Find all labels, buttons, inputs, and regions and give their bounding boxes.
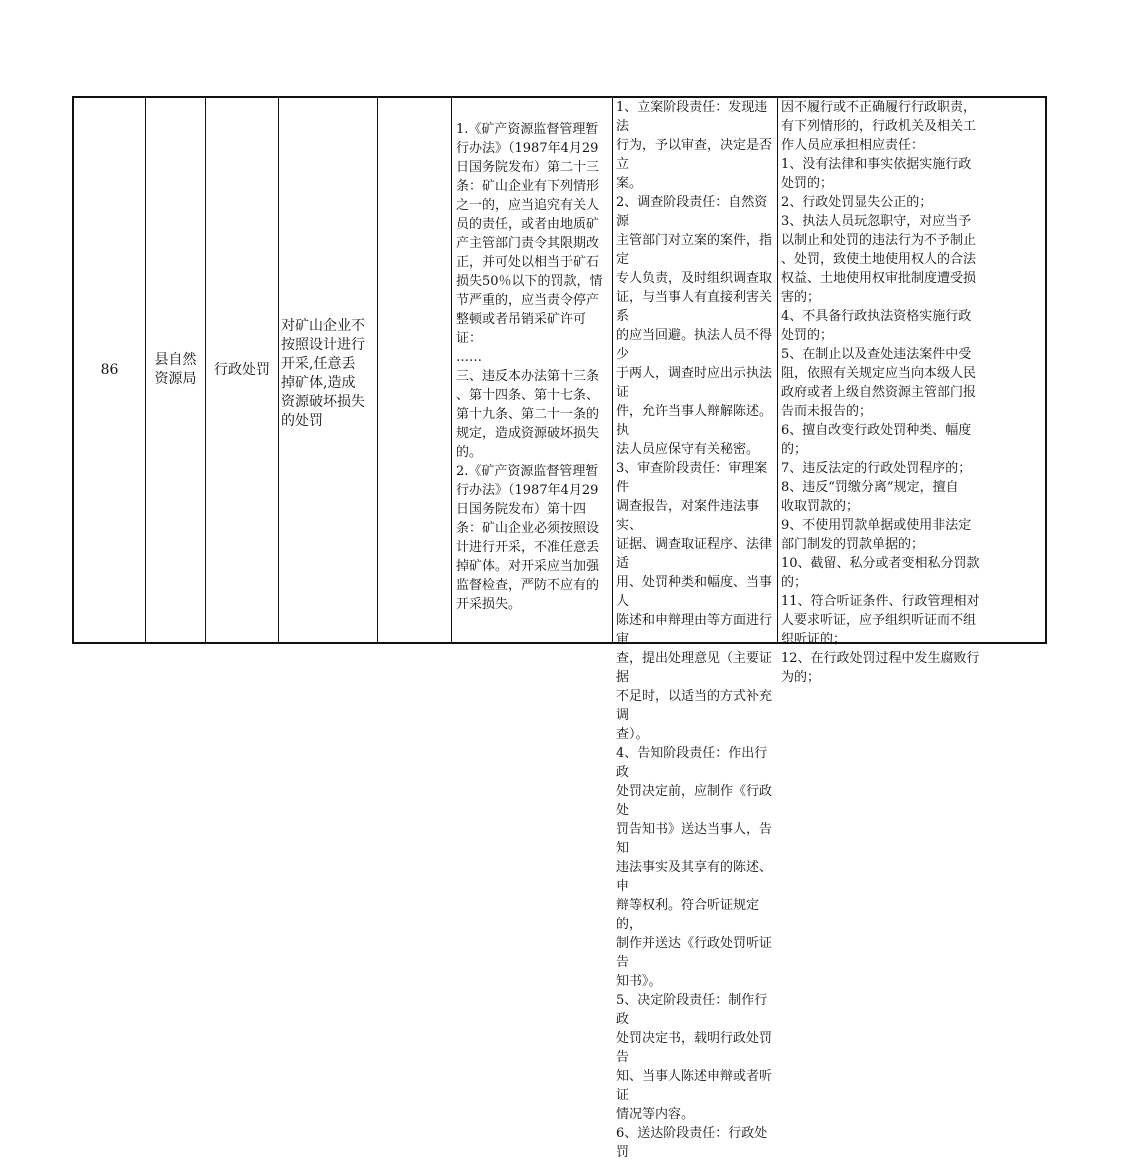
legal-basis: 1.《矿产资源监督管理暂 行办法》（1987年4月29 日国务院发布）第二十三 条：矿山企业有下列情形 之一的，应当追究有关人 员的责任，或者由地质矿 产主管部门责令其限期改 正，并可处以相当于矿石 损失50％以下的罚款，情 节严重的，应当责令停产 整顿或者吊销采矿许可 证： …… 三、违反本办法第十三条 、第十四条、第十七条、 第十九条、第二十一条的 规定，造成资源破坏损失 的。 2.《矿产资源监督管理暂 行办法》（1987年4月29 日国务院发布）第十四 条：矿山企业必须按照设 计进行开采，不准任意丢 掉矿体。对开采应当加强 监督检查，严防不应有的 开采损失。	[456, 122, 603, 612]
row-number: 86	[100, 361, 119, 378]
item-name: 对矿山企业不 按照设计进行 开采,任意丢 掉矿体,造成 资源破坏损失 的处罚	[281, 318, 365, 429]
row-number-cell	[74, 98, 146, 642]
liability-cell	[778, 98, 1011, 685]
sub-item-cell	[378, 98, 452, 642]
power-type: 行政处罚	[214, 361, 270, 378]
duties-cell	[613, 98, 778, 1160]
legal-basis-cell	[452, 98, 613, 642]
department: 县自然 资源局	[154, 352, 197, 387]
table-row	[74, 98, 1045, 1160]
department-cell	[146, 98, 206, 642]
power-list-table	[72, 96, 1047, 1160]
responsibility-duties: 1、立案阶段责任：发现违法 行为，予以审查，决定是否立 案。 2、调查阶段责任：自然资源 主管部门对立案的案件，指定 专人负责，及时组织调查取 证，与当事人有直接利害关系 的应当回避。执法人员不得少 于两人，调查时应出示执法证 件，允许当事人辩解陈述。执 法人员应保守有关秘密。 3、审查阶段责任：审理案件 调查报告，对案件违法事实、 证据、调查取证程序、法律适 用、处罚种类和幅度、当事人 陈述和申辩理由等方面进行审 查，提出处理意见（主要证据 不足时，以适当的方式补充调 查）。 4、告知阶段责任：作出行政 处罚决定前，应制作《行政处 罚告知书》送达当事人，告知 违法事实及其享有的陈述、申 辩等权利。符合听证规定的， 制作并送达《行政处罚听证告 知书》。 5、决定阶段责任：制作行政 处罚决定书，载明行政处罚告 知、当事人陈述申辩或者听证 情况等内容。 6、送达阶段责任：行政处罚	[616, 100, 773, 1160]
item-name-cell	[279, 98, 378, 642]
power-type-cell	[206, 98, 279, 642]
accountability-conditions: 因不履行或不正确履行行政职责， 有下列情形的，行政机关及相关工 作人员应承担相应责任： 1、没有法律和事实依据实施行政 处罚的； 2、行政处罚显失公正的； 3、执法人员玩忽职守，对应当予 以制止和处罚的违法行为不予制止 、处罚，致使土地使用权人的合法 权益、土地使用权审批制度遭受损 害的； 4、不具备行政执法资格实施行政 处罚的； 5、在制止以及查处违法案件中受 阻，依照有关规定应当向本级人民 政府或者上级自然资源主管部门报 告而未报告的； 6、擅自改变行政处罚种类、幅度 的； 7、违反法定的行政处罚程序的； 8、违反“罚缴分离”规定，擅自 收取罚款的； 9、不使用罚款单据或使用非法定 部门制发的罚款单据的； 10、截留、私分或者变相私分罚款 的； 11、符合听证条件、行政管理相对 人要求听证，应予组织听证而不组 织听证的； 12、在行政处罚过程中发生腐败行 为的；	[781, 100, 980, 685]
